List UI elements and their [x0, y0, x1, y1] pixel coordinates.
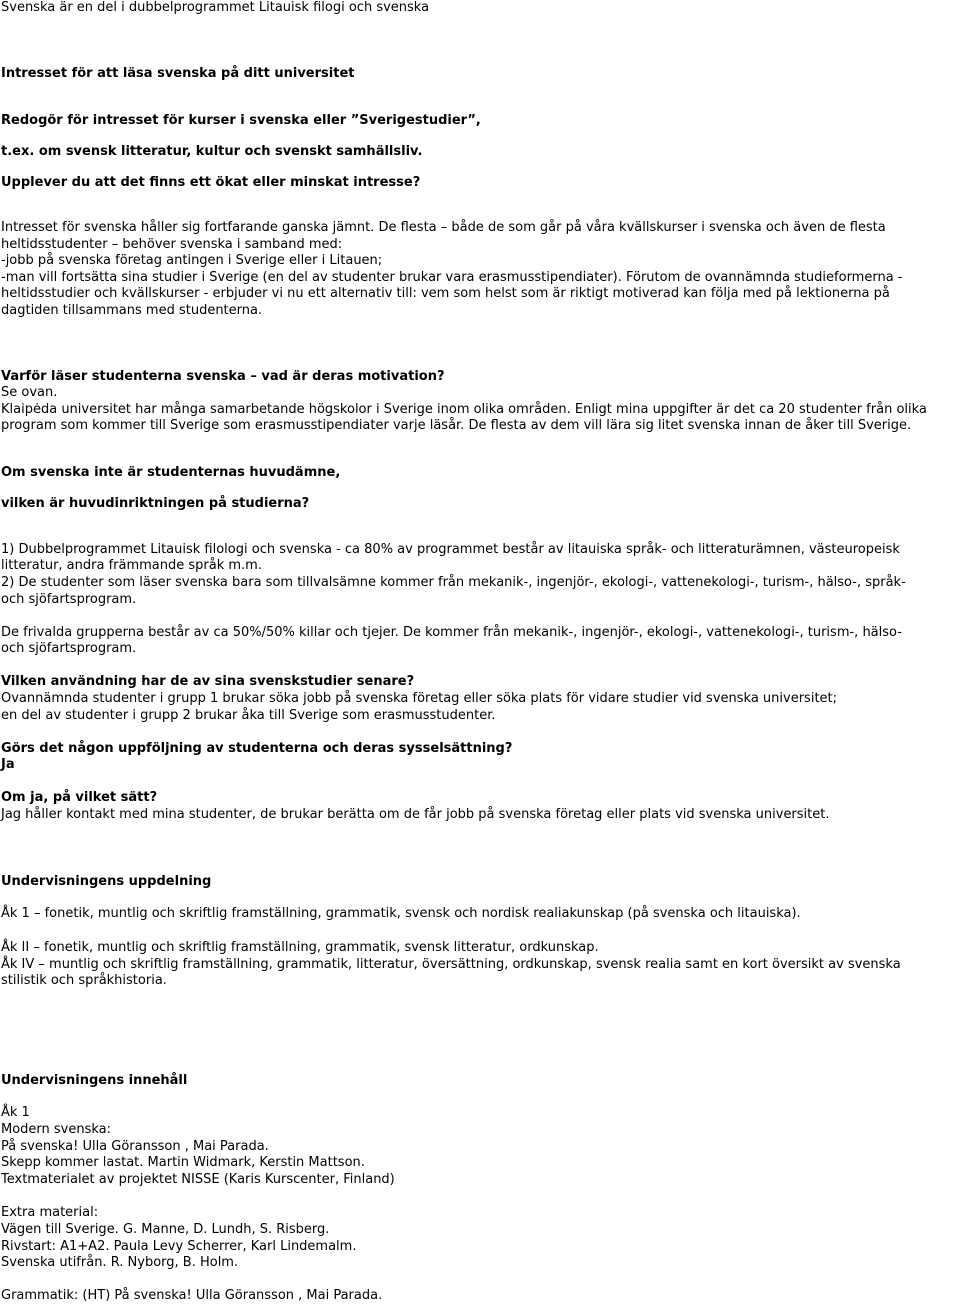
section-heading: Undervisningens uppdelning — [1, 874, 212, 889]
answer-line: dagtiden tillsammans med studenterna. — [1, 303, 263, 318]
answer-line: Jag håller kontakt med mina studenter, de brukar berätta om de får jobb på svenska företag eller plats vid svenska universitet. — [1, 807, 830, 822]
answer-line: heltidsstudenter – behöver svenska i samband med: — [1, 237, 343, 252]
answer-line: De frivalda grupperna består av ca 50%/50% killar och tjejer. De kommer från mekanik-, ingenjör-, ekologi-, vattenekologi-, turism-, hälso- — [1, 625, 902, 640]
question-heading: Vilken användning har de av sina svenskstudier senare? — [1, 674, 415, 689]
question-line: t.ex. om svensk litteratur, kultur och svenskt samhällsliv. — [1, 144, 423, 159]
question-heading: Om ja, på vilket sätt? — [1, 790, 158, 805]
question-heading: vilken är huvudinriktningen på studierna? — [1, 496, 310, 511]
answer-line: och sjöfartsprogram. — [1, 592, 137, 607]
answer-line: Ja — [1, 757, 15, 772]
answer-line: heltidsstudier och kvällskurser - erbjuder vi nu ett alternativ till: vem som helst som är riktigt motiverad kan följa med på lektionerna på — [1, 286, 890, 301]
course-line: stilistik och språkhistoria. — [1, 973, 167, 988]
content-line: Åk 1 — [1, 1105, 30, 1120]
content-line: Grammatik: (HT) På svenska! Ulla Göransson , Mai Parada. — [1, 1288, 383, 1303]
question-line: Redogör för intresset för kurser i svenska eller ”Sverigestudier”, — [1, 113, 481, 128]
answer-line: och sjöfartsprogram. — [1, 641, 137, 656]
course-line: Åk 1 – fonetik, muntlig och skriftlig framställning, grammatik, svensk och nordisk realiakunskap (på svenska och litauiska). — [1, 906, 801, 921]
answer-line: litteratur, andra främmande språk m.m. — [1, 558, 262, 573]
content-line: Vägen till Sverige. G. Manne, D. Lundh, S. Risberg. — [1, 1222, 330, 1237]
answer-line: 2) De studenter som läser svenska bara som tillvalsämne kommer från mekanik-, ingenjör-, ekologi-, vattenekologi-, turism-, hälso-, språk- — [1, 575, 906, 590]
answer-line: Ovannämnda studenter i grupp 1 brukar söka jobb på svenska företag eller söka plats för vidare studier vid svenska universitet; — [1, 691, 838, 706]
course-line: Åk IV – muntlig och skriftlig framställning, grammatik, litteratur, översättning, ordkunskap, svensk realia samt en kort översikt av svenska — [1, 957, 901, 972]
content-line: Rivstart: A1+A2. Paula Levy Scherrer, Karl Lindemalm. — [1, 1239, 357, 1254]
content-line: Modern svenska: — [1, 1122, 112, 1137]
answer-line: Intresset för svenska håller sig fortfarande ganska jämnt. De flesta – både de som går på våra kvällskurser i svenska och även de flesta — [1, 220, 886, 235]
answer-line: Klaipėda universitet har många samarbetande högskolor i Sverige inom olika områden. Enligt mina uppgifter är det ca 20 studenter från olika — [1, 402, 927, 417]
answer-line: en del av studenter i grupp 2 brukar åka till Sverige som erasmusstudenter. — [1, 708, 496, 723]
section-heading: Undervisningens innehåll — [1, 1073, 188, 1088]
content-line: Svenska utifrån. R. Nyborg, B. Holm. — [1, 1255, 239, 1270]
content-line: På svenska! Ulla Göransson , Mai Parada. — [1, 1139, 269, 1154]
answer-line: -man vill fortsätta sina studier i Sverige (en del av studenter brukar vara erasmusstipendiater). Förutom de ovannämnda studieformerna - — [1, 270, 903, 285]
question-heading: Varför läser studenterna svenska – vad är deras motivation? — [1, 369, 445, 384]
content-line: Skepp kommer lastat. Martin Widmark, Kerstin Mattson. — [1, 1155, 365, 1170]
answer-line: program som kommer till Sverige som erasmusstipendiater varje läsår. De flesta av dem vill lära sig litet svenska innan de åker till Sverige. — [1, 418, 912, 433]
question-heading: Görs det någon uppföljning av studenterna och deras sysselsättning? — [1, 741, 513, 756]
answer-line: 1) Dubbelprogrammet Litauisk filologi och svenska - ca 80% av programmet består av litauiska språk- och litteraturämnen, västeuropeisk — [1, 542, 900, 557]
content-line: Extra material: — [1, 1205, 99, 1220]
question-heading: Om svenska inte är studenternas huvudämne, — [1, 465, 341, 480]
content-line: Textmaterialet av projektet NISSE (Karis Kurscenter, Finland) — [1, 1172, 395, 1187]
course-line: Åk II – fonetik, muntlig och skriftlig framställning, grammatik, svensk litteratur, ordkunskap. — [1, 940, 599, 955]
section-heading: Intresset för att läsa svenska på ditt universitet — [1, 66, 355, 81]
document-title: Svenska är en del i dubbelprogrammet Litauisk filogi och svenska — [1, 0, 430, 15]
answer-line: Se ovan. — [1, 385, 58, 400]
answer-line: -jobb på svenska företag antingen i Sverige eller i Litauen; — [1, 253, 383, 268]
question-line: Upplever du att det finns ett ökat eller minskat intresse? — [1, 175, 421, 190]
